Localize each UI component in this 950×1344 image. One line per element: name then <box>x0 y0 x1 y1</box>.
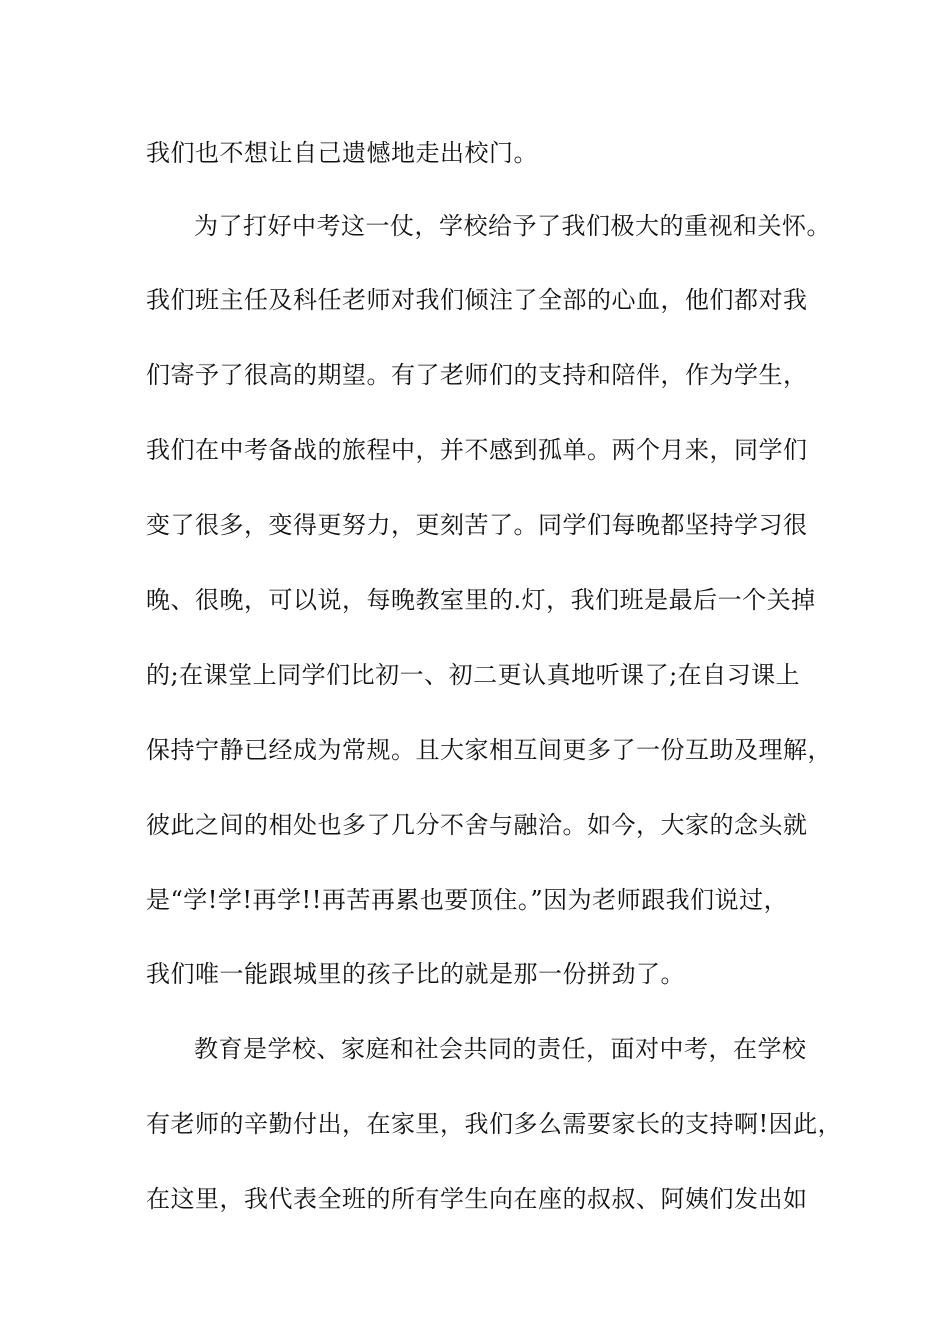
text-line: 在这里，我代表全班的所有学生向在座的叔叔、阿姨们发出如 <box>146 1185 808 1213</box>
text-line: 们寄予了很高的期望。有了老师们的支持和陪伴，作为学生， <box>146 361 808 389</box>
text-line: 我们唯一能跟城里的孩子比的就是那一份拼劲了。 <box>146 960 685 988</box>
text-line: 是“学!学!再学!!再苦再累也要顶住。”因为老师跟我们说过， <box>146 886 789 914</box>
text-line: 晚、很晚，可以说，每晚教室里的.灯，我们班是最后一个关掉 <box>146 586 816 614</box>
text-line: 我们在中考备战的旅程中，并不感到孤单。两个月来，同学们 <box>146 436 808 464</box>
paragraph-start-line: 教育是学校、家庭和社会共同的责任，面对中考，在学校 <box>194 1035 807 1063</box>
text-line: 保持宁静已经成为常规。且大家相互间更多了一份互助及理解， <box>146 736 832 764</box>
paragraph-start-line: 为了打好中考这一仗，学校给予了我们极大的重视和关怀。 <box>194 212 831 240</box>
text-line: 的;在课堂上同学们比初一、初二更认真地听课了;在自习课上 <box>146 661 801 689</box>
text-line: 我们也不想让自己遗憾地走出校门。 <box>146 139 538 167</box>
text-line: 我们班主任及科任老师对我们倾注了全部的心血，他们都对我 <box>146 286 808 314</box>
text-line: 变了很多，变得更努力，更刻苦了。同学们每晚都坚持学习很 <box>146 511 808 539</box>
text-line: 有老师的辛勤付出，在家里，我们多么需要家长的支持啊!因此， <box>146 1110 843 1138</box>
text-line: 彼此之间的相处也多了几分不舍与融洽。如今，大家的念头就 <box>146 811 808 839</box>
